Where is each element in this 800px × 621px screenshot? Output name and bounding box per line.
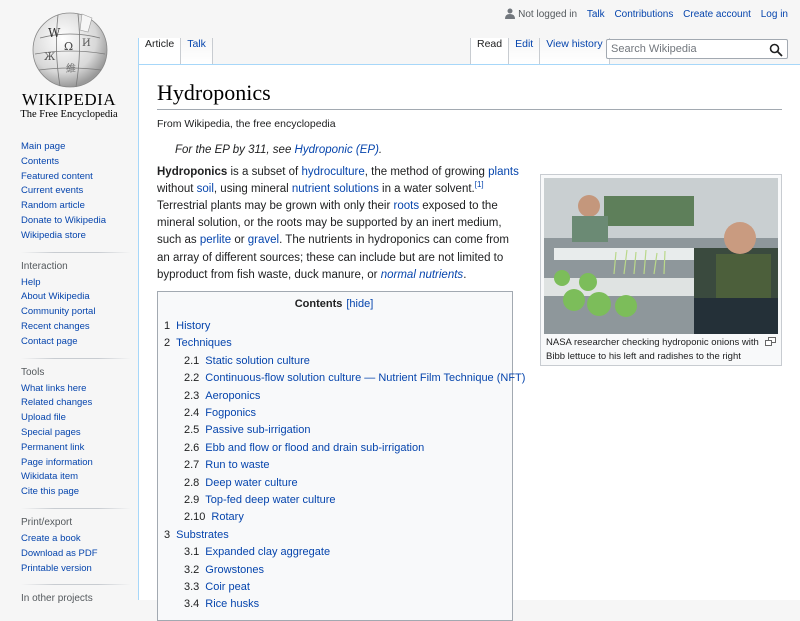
toc-item[interactable] [164,492,504,509]
toc-item[interactable] [164,457,504,474]
toc-item[interactable] [164,388,504,405]
tab-talk[interactable]: Talk [181,38,213,65]
sidebar-navigation [21,140,138,244]
link-gravel[interactable]: gravel [247,234,280,247]
wikipedia-tagline: The Free Encyclopedia [20,109,118,120]
sidebar-link[interactable]: Permanent link [21,441,85,453]
toc-label[interactable]: Fogponics [205,406,257,419]
toc-item[interactable] [164,353,504,370]
enlarge-icon[interactable] [765,337,776,346]
table-of-contents [157,291,526,621]
toc-number: 1 [164,319,171,332]
wikipedia-logo[interactable] [0,0,138,130]
tab-read[interactable]: Read [471,38,509,65]
sidebar-interaction [21,261,138,350]
sidebar-link[interactable]: Main page [21,141,66,152]
toc-label[interactable]: Rotary [211,511,244,524]
article-content [138,64,800,611]
view-tabs [470,38,610,65]
sidebar-link[interactable]: Random article [21,200,85,212]
sidebar-link[interactable]: Contact page [21,335,78,347]
reference-link[interactable]: [1] [474,179,484,189]
toc-label[interactable]: Rice husks [205,598,260,611]
toc-number: 2.4 [184,406,200,419]
puzzle-globe-icon [30,10,110,90]
sidebar-link[interactable]: Cite this page [21,486,80,498]
toc-label[interactable]: Continuous-flow solution culture — Nutrient Film Technique (NFT) [205,372,526,385]
toc-label[interactable]: Expanded clay aggregate [205,546,331,559]
sidebar-link[interactable]: Wikipedia store [21,229,86,241]
sidebar-link[interactable]: Community portal [21,306,96,318]
sidebar-link[interactable]: Special pages [21,426,81,438]
sidebar-link[interactable]: What links here [21,382,87,394]
svg-text:Ж: Ж [44,52,56,63]
article-body [157,164,782,621]
toc-number: 2.1 [184,354,200,367]
svg-text:И: И [82,38,91,49]
tab-article[interactable]: Article [139,38,181,65]
sidebar-divider [21,508,131,509]
user-talk-link[interactable]: Talk [586,9,605,20]
sidebar [0,140,138,608]
sidebar-divider [21,358,131,359]
svg-text:Ω: Ω [64,40,74,53]
toc-item[interactable] [164,475,504,492]
sidebar-link[interactable]: Recent changes [21,320,90,332]
not-logged-in-label: Not logged in [518,9,578,20]
hatnote-link[interactable]: Hydroponic (EP) [294,143,379,156]
sidebar-link[interactable]: Wikidata item [21,471,79,483]
search-box [606,39,788,59]
toc-item[interactable] [164,562,504,579]
toc-label[interactable]: Ebb and flow or flood and drain sub-irrigation [205,441,425,454]
sidebar-tools [21,367,138,500]
tab-edit[interactable]: Edit [509,38,540,65]
user-icon [505,8,515,19]
toc-number: 2.10 [184,511,206,524]
toc-number: 3 [164,528,171,541]
toc-label[interactable]: Top-fed deep water culture [205,493,336,506]
sidebar-other-projects [21,593,138,604]
sidebar-link[interactable]: Related changes [21,397,93,409]
sidebar-heading: In other projects [21,593,93,605]
sidebar-link[interactable]: Printable version [21,562,92,574]
sidebar-link[interactable]: Page information [21,456,93,468]
personal-tools [505,8,788,20]
link-roots[interactable]: roots [393,199,420,212]
toc-title: Contents [hide] [294,297,374,310]
link-plants[interactable]: plants [488,165,519,178]
sidebar-link[interactable]: Help [21,276,41,288]
sidebar-link[interactable]: About Wikipedia [21,291,90,303]
site-subtitle: From Wikipedia, the free encyclopedia [157,117,336,130]
create-account-link[interactable]: Create account [683,9,751,20]
sidebar-link[interactable]: Upload file [21,412,66,424]
search-input[interactable] [607,40,767,58]
toc-number: 2.5 [184,424,200,437]
toc-label[interactable]: Deep water culture [205,476,298,489]
svg-text:維: 維 [66,64,76,75]
toc-item[interactable] [164,370,526,387]
nasa-hydroponics-photo[interactable] [544,178,778,334]
sidebar-heading: Tools [21,366,45,378]
toc-number: 3.1 [184,546,200,559]
toc-label[interactable]: Growstones [205,563,264,576]
toc-label[interactable]: Passive sub-irrigation [205,424,311,437]
sidebar-heading: Print/export [21,516,73,528]
sidebar-link[interactable]: Donate to Wikipedia [21,214,107,226]
toc-item[interactable] [164,440,504,457]
link-soil[interactable]: soil [196,182,214,195]
toc-number: 3.2 [184,563,200,576]
toc-item[interactable] [164,422,504,439]
sidebar-divider [21,584,131,585]
toc-item[interactable] [164,318,504,335]
sidebar-link[interactable]: Current events [21,185,84,197]
svg-text:W: W [48,26,61,40]
toc-number: 2.7 [184,459,200,472]
toc-item[interactable] [164,544,504,561]
toc-label[interactable]: History [176,319,211,332]
sidebar-link[interactable]: Download as PDF [21,547,98,559]
toc-label[interactable]: Run to waste [205,459,270,472]
sidebar-link[interactable]: Featured content [21,170,93,182]
lead-paragraph: Hydroponics is a subset of hydroculture, the method of growing plants without soil, using mineral nutrient solutions in a water solvent.[1] Terrestrial plants may be grown with only their roots exposed to the mineral solution, or the roots may be supported by an inert medium, such as perlite or gravel. The nutrients in hydroponics can come from an array of different sources; these can include but are not limited to byproduct from fish waste, duck manure, or normal nutrients. [157,165,519,281]
link-nutrient-solutions[interactable]: nutrient solutions [291,182,379,195]
namespace-tabs [138,38,213,65]
tab-view-history[interactable]: View history [540,38,609,65]
toc-number: 2.3 [184,389,200,402]
toc-number: 2.6 [184,441,200,454]
wikipedia-wordmark: WIKIPEDIA [21,90,117,109]
toc-label[interactable]: Coir peat [205,581,250,594]
sidebar-divider [21,252,131,253]
toc-number: 3.3 [184,581,200,594]
thumbnail-figure [540,174,782,366]
link-perlite[interactable]: perlite [199,234,232,247]
sidebar-link[interactable]: Create a book [21,532,81,544]
toc-hide-toggle[interactable]: [hide] [346,297,374,310]
login-link[interactable]: Log in [760,9,788,20]
sidebar-printexport [21,517,138,576]
toc-label[interactable]: Techniques [176,337,232,350]
thumbnail-caption: NASA researcher checking hydroponic onions with Bibb lettuce to his left and radishes to the right [544,334,778,364]
link-normal-nutrients[interactable]: normal nutrients [380,268,464,281]
toc-label[interactable]: Aeroponics [205,389,261,402]
toc-number: 2.9 [184,493,200,506]
toc-number: 3.4 [184,598,200,611]
toc-number: 2.2 [184,372,200,385]
sidebar-heading: Interaction [21,260,68,272]
user-contributions-link[interactable]: Contributions [614,9,674,20]
search-icon[interactable] [769,43,783,57]
toc-item[interactable] [164,405,504,422]
toc-label[interactable]: Static solution culture [205,354,310,367]
toc-number: 2.8 [184,476,200,489]
toc-item[interactable] [164,596,504,613]
toc-label[interactable]: Substrates [176,528,229,541]
sidebar-link[interactable]: Contents [21,155,60,167]
toc-number: 2 [164,337,171,350]
toc-item[interactable] [164,335,504,352]
hatnote: For the EP by 311, see Hydroponic (EP). [175,143,383,156]
toc-item[interactable] [164,527,504,544]
toc-item[interactable] [164,509,504,526]
toc-list [164,318,526,614]
toc-item[interactable] [164,579,504,596]
page-title: Hydroponics [157,79,782,110]
link-hydroculture[interactable]: hydroculture [301,165,365,178]
